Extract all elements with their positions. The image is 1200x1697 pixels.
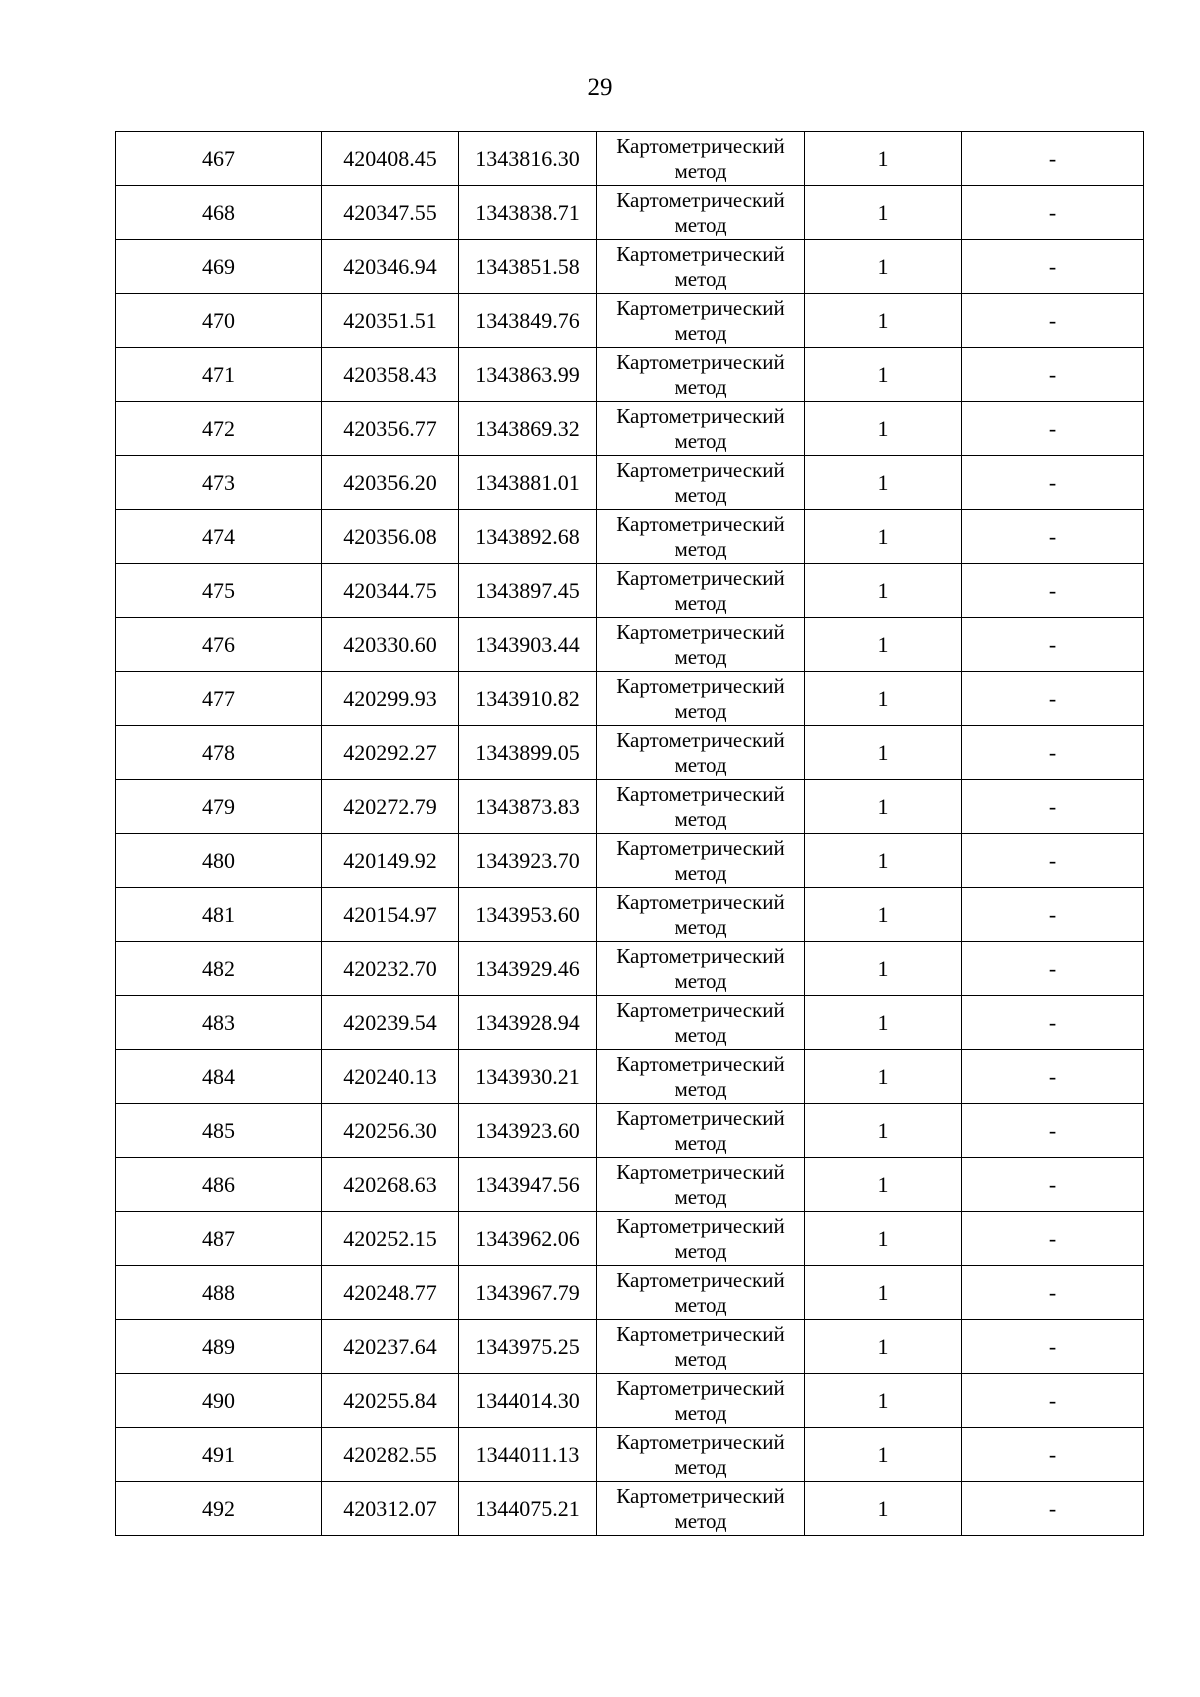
y-coordinate-cell: 1343947.56 [459,1158,597,1212]
table-row [116,240,1144,294]
x-coordinate-cell: 420351.51 [322,294,459,348]
point-number-cell: 481 [116,888,322,942]
method-text: Картометрический [616,1159,785,1184]
x-coordinate-cell: 420256.30 [322,1104,459,1158]
method-cell [597,402,805,456]
method-text: метод [674,158,727,183]
method-text: метод [674,536,727,561]
point-number-cell: 485 [116,1104,322,1158]
x-coordinate-cell: 420356.20 [322,456,459,510]
method-text: Картометрический [616,1051,785,1076]
method-text: метод [674,590,727,615]
y-coordinate-cell: 1343903.44 [459,618,597,672]
note-cell: - [962,186,1144,240]
method-text: метод [674,1184,727,1209]
method-text: Картометрический [616,943,785,968]
y-coordinate-cell: 1344011.13 [459,1428,597,1482]
method-cell [597,1428,805,1482]
accuracy-cell: 1 [805,1212,962,1266]
table-row [116,726,1144,780]
table-row [116,780,1144,834]
note-cell: - [962,510,1144,564]
method-cell [597,618,805,672]
y-coordinate-cell: 1343923.60 [459,1104,597,1158]
table-row [116,888,1144,942]
y-coordinate-cell: 1343863.99 [459,348,597,402]
method-text: Картометрический [616,1375,785,1400]
method-cell [597,1212,805,1266]
y-coordinate-cell: 1343929.46 [459,942,597,996]
y-coordinate-cell: 1344075.21 [459,1482,597,1536]
x-coordinate-cell: 420149.92 [322,834,459,888]
note-cell: - [962,294,1144,348]
note-cell: - [962,618,1144,672]
method-text: Картометрический [616,133,785,158]
y-coordinate-cell: 1343897.45 [459,564,597,618]
accuracy-cell: 1 [805,1050,962,1104]
point-number-cell: 469 [116,240,322,294]
table-row [116,402,1144,456]
note-cell: - [962,1104,1144,1158]
table-row [116,348,1144,402]
table-row [116,618,1144,672]
accuracy-cell: 1 [805,510,962,564]
accuracy-cell: 1 [805,618,962,672]
method-cell [597,672,805,726]
x-coordinate-cell: 420299.93 [322,672,459,726]
point-number-cell: 487 [116,1212,322,1266]
method-text: Картометрический [616,1321,785,1346]
method-text: метод [674,752,727,777]
table-row [116,1374,1144,1428]
method-text: метод [674,482,727,507]
method-text: метод [674,644,727,669]
method-text: метод [674,698,727,723]
method-text: Картометрический [616,1429,785,1454]
method-text: Картометрический [616,781,785,806]
table-row [116,1482,1144,1536]
method-text: Картометрический [616,619,785,644]
method-cell [597,942,805,996]
table-row [116,1050,1144,1104]
y-coordinate-cell: 1343962.06 [459,1212,597,1266]
note-cell: - [962,402,1144,456]
table-row [116,186,1144,240]
point-number-cell: 489 [116,1320,322,1374]
x-coordinate-cell: 420358.43 [322,348,459,402]
y-coordinate-cell: 1343953.60 [459,888,597,942]
method-text: метод [674,374,727,399]
point-number-cell: 476 [116,618,322,672]
method-text: метод [674,860,727,885]
method-text: метод [674,914,727,939]
y-coordinate-cell: 1343975.25 [459,1320,597,1374]
method-cell [597,564,805,618]
note-cell: - [962,564,1144,618]
method-text: Картометрический [616,457,785,482]
point-number-cell: 473 [116,456,322,510]
accuracy-cell: 1 [805,132,962,186]
table-row [116,1320,1144,1374]
point-number-cell: 471 [116,348,322,402]
y-coordinate-cell: 1343838.71 [459,186,597,240]
table-row [116,510,1144,564]
x-coordinate-cell: 420346.94 [322,240,459,294]
x-coordinate-cell: 420344.75 [322,564,459,618]
note-cell: - [962,456,1144,510]
note-cell: - [962,1428,1144,1482]
note-cell: - [962,888,1144,942]
accuracy-cell: 1 [805,240,962,294]
accuracy-cell: 1 [805,1158,962,1212]
method-cell [597,132,805,186]
y-coordinate-cell: 1343881.01 [459,456,597,510]
accuracy-cell: 1 [805,186,962,240]
x-coordinate-cell: 420154.97 [322,888,459,942]
point-number-cell: 467 [116,132,322,186]
x-coordinate-cell: 420232.70 [322,942,459,996]
method-text: Картометрический [616,241,785,266]
accuracy-cell: 1 [805,1104,962,1158]
point-number-cell: 474 [116,510,322,564]
point-number-cell: 490 [116,1374,322,1428]
method-text: Картометрический [616,403,785,428]
point-number-cell: 472 [116,402,322,456]
x-coordinate-cell: 420268.63 [322,1158,459,1212]
point-number-cell: 486 [116,1158,322,1212]
point-number-cell: 478 [116,726,322,780]
x-coordinate-cell: 420237.64 [322,1320,459,1374]
method-cell [597,888,805,942]
method-cell [597,834,805,888]
coordinates-table [115,131,1144,1536]
method-text: Картометрический [616,511,785,536]
x-coordinate-cell: 420252.15 [322,1212,459,1266]
method-text: метод [674,968,727,993]
method-cell [597,726,805,780]
accuracy-cell: 1 [805,942,962,996]
method-cell [597,1482,805,1536]
point-number-cell: 488 [116,1266,322,1320]
point-number-cell: 483 [116,996,322,1050]
method-cell [597,1104,805,1158]
method-text: Картометрический [616,673,785,698]
method-text: метод [674,266,727,291]
accuracy-cell: 1 [805,726,962,780]
method-cell [597,1050,805,1104]
method-text: метод [674,1022,727,1047]
accuracy-cell: 1 [805,456,962,510]
accuracy-cell: 1 [805,1374,962,1428]
point-number-cell: 484 [116,1050,322,1104]
note-cell: - [962,780,1144,834]
accuracy-cell: 1 [805,672,962,726]
note-cell: - [962,1374,1144,1428]
x-coordinate-cell: 420347.55 [322,186,459,240]
method-cell [597,186,805,240]
method-text: метод [674,1454,727,1479]
method-text: метод [674,1292,727,1317]
y-coordinate-cell: 1344014.30 [459,1374,597,1428]
method-cell [597,510,805,564]
y-coordinate-cell: 1343851.58 [459,240,597,294]
point-number-cell: 470 [116,294,322,348]
y-coordinate-cell: 1343923.70 [459,834,597,888]
y-coordinate-cell: 1343930.21 [459,1050,597,1104]
method-text: метод [674,212,727,237]
y-coordinate-cell: 1343967.79 [459,1266,597,1320]
method-text: метод [674,1346,727,1371]
note-cell: - [962,996,1144,1050]
x-coordinate-cell: 420356.08 [322,510,459,564]
note-cell: - [962,726,1144,780]
page-number: 29 [587,74,613,101]
point-number-cell: 480 [116,834,322,888]
note-cell: - [962,240,1144,294]
accuracy-cell: 1 [805,402,962,456]
table-row [116,132,1144,186]
note-cell: - [962,1158,1144,1212]
table-row [116,942,1144,996]
point-number-cell: 475 [116,564,322,618]
table-row [116,1158,1144,1212]
method-text: Картометрический [616,1267,785,1292]
method-cell [597,996,805,1050]
method-text: метод [674,1130,727,1155]
x-coordinate-cell: 420292.27 [322,726,459,780]
x-coordinate-cell: 420248.77 [322,1266,459,1320]
method-text: Картометрический [616,997,785,1022]
y-coordinate-cell: 1343910.82 [459,672,597,726]
method-text: метод [674,428,727,453]
y-coordinate-cell: 1343849.76 [459,294,597,348]
table-row [116,1266,1144,1320]
method-cell [597,1158,805,1212]
note-cell: - [962,1320,1144,1374]
accuracy-cell: 1 [805,1320,962,1374]
y-coordinate-cell: 1343873.83 [459,780,597,834]
note-cell: - [962,942,1144,996]
x-coordinate-cell: 420408.45 [322,132,459,186]
y-coordinate-cell: 1343869.32 [459,402,597,456]
x-coordinate-cell: 420330.60 [322,618,459,672]
method-cell [597,1266,805,1320]
method-cell [597,294,805,348]
accuracy-cell: 1 [805,888,962,942]
method-text: Картометрический [616,349,785,374]
y-coordinate-cell: 1343892.68 [459,510,597,564]
note-cell: - [962,1050,1144,1104]
note-cell: - [962,1212,1144,1266]
point-number-cell: 482 [116,942,322,996]
method-text: метод [674,320,727,345]
point-number-cell: 468 [116,186,322,240]
x-coordinate-cell: 420356.77 [322,402,459,456]
note-cell: - [962,834,1144,888]
point-number-cell: 477 [116,672,322,726]
point-number-cell: 492 [116,1482,322,1536]
method-cell [597,348,805,402]
x-coordinate-cell: 420272.79 [322,780,459,834]
table-row [116,996,1144,1050]
method-cell [597,780,805,834]
table-row [116,456,1144,510]
method-text: метод [674,1400,727,1425]
point-number-cell: 479 [116,780,322,834]
table-row [116,834,1144,888]
x-coordinate-cell: 420312.07 [322,1482,459,1536]
accuracy-cell: 1 [805,294,962,348]
table-row [116,1104,1144,1158]
method-cell [597,1320,805,1374]
method-text: Картометрический [616,565,785,590]
accuracy-cell: 1 [805,348,962,402]
x-coordinate-cell: 420240.13 [322,1050,459,1104]
accuracy-cell: 1 [805,996,962,1050]
x-coordinate-cell: 420255.84 [322,1374,459,1428]
method-text: Картометрический [616,1105,785,1130]
table-row [116,672,1144,726]
table-row [116,564,1144,618]
method-text: метод [674,1076,727,1101]
method-cell [597,456,805,510]
method-text: Картометрический [616,295,785,320]
accuracy-cell: 1 [805,1428,962,1482]
method-text: метод [674,1238,727,1263]
method-text: Картометрический [616,1483,785,1508]
note-cell: - [962,348,1144,402]
coordinates-table-body [116,132,1144,1536]
note-cell: - [962,1482,1144,1536]
table-row [116,1428,1144,1482]
table-row [116,1212,1144,1266]
method-cell [597,240,805,294]
method-text: Картометрический [616,835,785,860]
accuracy-cell: 1 [805,1482,962,1536]
accuracy-cell: 1 [805,780,962,834]
method-text: Картометрический [616,1213,785,1238]
note-cell: - [962,132,1144,186]
point-number-cell: 491 [116,1428,322,1482]
method-text: Картометрический [616,889,785,914]
method-text: метод [674,806,727,831]
accuracy-cell: 1 [805,1266,962,1320]
note-cell: - [962,672,1144,726]
y-coordinate-cell: 1343899.05 [459,726,597,780]
table-row [116,294,1144,348]
y-coordinate-cell: 1343816.30 [459,132,597,186]
accuracy-cell: 1 [805,834,962,888]
y-coordinate-cell: 1343928.94 [459,996,597,1050]
x-coordinate-cell: 420282.55 [322,1428,459,1482]
note-cell: - [962,1266,1144,1320]
method-cell [597,1374,805,1428]
method-text: Картометрический [616,187,785,212]
method-text: Картометрический [616,727,785,752]
accuracy-cell: 1 [805,564,962,618]
method-text: метод [674,1508,727,1533]
x-coordinate-cell: 420239.54 [322,996,459,1050]
